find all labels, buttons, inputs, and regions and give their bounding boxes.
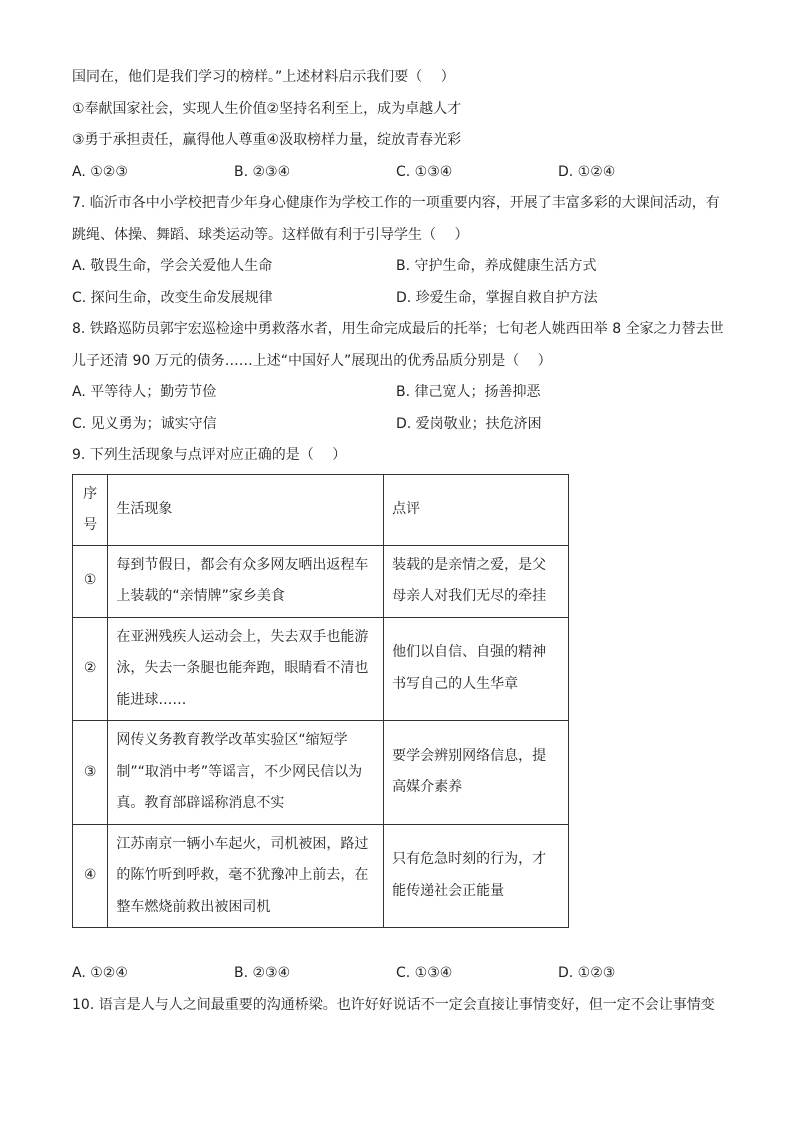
q9-header-no-line-1: 序 xyxy=(83,485,98,502)
q9-options xyxy=(72,958,732,990)
q6-options xyxy=(72,157,732,189)
q9-row-no: ④ xyxy=(73,824,108,928)
q8-options-row-1 xyxy=(72,377,732,409)
q9-row-comment: 装载的是亲情之爱，是父母亲人对我们无尽的牵挂 xyxy=(384,545,569,617)
q9-option-c[interactable]: C. ①③④ xyxy=(396,965,453,981)
q9-table xyxy=(72,474,569,929)
q9-header-phenomenon: 生活现象 xyxy=(108,474,384,545)
q7-option-c[interactable]: C. 探问生命，改变生命发展规律 xyxy=(72,289,273,306)
q7-options-row-2 xyxy=(72,283,732,315)
q9-row-no: ③ xyxy=(73,721,108,825)
q6-option-a[interactable]: A. ①②③ xyxy=(72,163,128,180)
exam-page xyxy=(72,62,732,1021)
q8-stem-line-1: 8. 铁路巡防员郭宇宏巡检途中勇救落水者，用生命完成最后的托举；七旬老人姚西田举 8 全家之力替去世 xyxy=(72,321,724,337)
q6-choice-line-1: ①奉献国家社会，实现人生价值②坚持名利至上，成为卓越人才 xyxy=(72,100,462,117)
q6-option-c[interactable]: C. ①③④ xyxy=(396,163,453,180)
q9-row-no: ② xyxy=(73,617,108,721)
q7-options-row-1 xyxy=(72,251,732,283)
q8-option-d[interactable]: D. 爱岗敬业；扶危济困 xyxy=(396,415,542,432)
table-row xyxy=(73,824,569,928)
q9-option-d[interactable]: D. ①②③ xyxy=(558,965,616,981)
q8-stem-line-2: 儿子还清 90 万元的债务……上述“中国好人”展现出的优秀品质分别是（ ） xyxy=(72,352,552,369)
q9-table-header-row xyxy=(73,474,569,545)
q8-options-row-2 xyxy=(72,409,732,441)
q9-row-comment: 要学会辨别网络信息，提高媒介素养 xyxy=(384,721,569,825)
q10-stem-line-1: 10. 语言是人与人之间最重要的沟通桥梁。也许好好说话不一定会直接让事情变好，但一定不会让事情变 xyxy=(72,996,715,1013)
q9-stem: 9. 下列生活现象与点评对应正确的是（ ） xyxy=(72,447,347,463)
q8-option-c[interactable]: C. 见义勇为；诚实守信 xyxy=(72,415,217,432)
q7-option-b[interactable]: B. 守护生命，养成健康生活方式 xyxy=(396,258,597,274)
q9-header-no-line-2: 号 xyxy=(83,516,98,533)
q7-stem-line-1: 7. 临沂市各中小学校把青少年身心健康作为学校工作的一项重要内容，开展了丰富多彩的大课间活动，有 xyxy=(72,195,720,211)
q6-stem-line: 国同在，他们是我们学习的榜样。”上述材料启示我们要（ ） xyxy=(72,69,455,85)
q8-option-b[interactable]: B. 律己宽人；扬善抑恶 xyxy=(396,384,541,400)
q6-option-b[interactable]: B. ②③④ xyxy=(234,163,291,180)
table-row xyxy=(73,545,569,617)
q9-row-phenomenon: 网传义务教育教学改革实验区“缩短学制”“取消中考”等谣言，不少网民信以为真。教育部辟谣称消息不实 xyxy=(108,721,384,825)
q9-row-phenomenon: 江苏南京一辆小车起火，司机被困，路过的陈竹听到呼救，毫不犹豫冲上前去，在整车燃烧前救出被困司机 xyxy=(108,824,384,928)
q6-option-d[interactable]: D. ①②④ xyxy=(558,163,616,180)
q9-row-no: ① xyxy=(73,545,108,617)
q9-header-no xyxy=(73,474,108,545)
table-row xyxy=(73,721,569,825)
q9-row-comment: 他们以自信、自强的精神书写自己的人生华章 xyxy=(384,617,569,721)
q6-choice-line-2: ③勇于承担责任，赢得他人尊重④汲取榜样力量，绽放青春光彩 xyxy=(72,132,462,148)
q9-option-b[interactable]: B. ②③④ xyxy=(234,965,291,981)
table-row xyxy=(73,617,569,721)
q9-row-phenomenon: 每到节假日，都会有众多网友晒出返程车上装载的“亲情牌”家乡美食 xyxy=(108,545,384,617)
q9-row-comment: 只有危急时刻的行为，才能传递社会正能量 xyxy=(384,824,569,928)
q7-option-a[interactable]: A. 敬畏生命，学会关爱他人生命 xyxy=(72,258,273,274)
q9-row-phenomenon: 在亚洲残疾人运动会上，失去双手也能游泳，失去一条腿也能奔跑，眼睛看不清也能进球…… xyxy=(108,617,384,721)
q9-option-a[interactable]: A. ①②④ xyxy=(72,965,128,981)
q8-option-a[interactable]: A. 平等待人；勤劳节俭 xyxy=(72,384,217,400)
q7-option-d[interactable]: D. 珍爱生命，掌握自救自护方法 xyxy=(396,289,598,306)
q9-header-comment: 点评 xyxy=(384,474,569,545)
q7-stem-line-2: 跳绳、体操、舞蹈、球类运动等。这样做有利于引导学生（ ） xyxy=(72,226,469,243)
